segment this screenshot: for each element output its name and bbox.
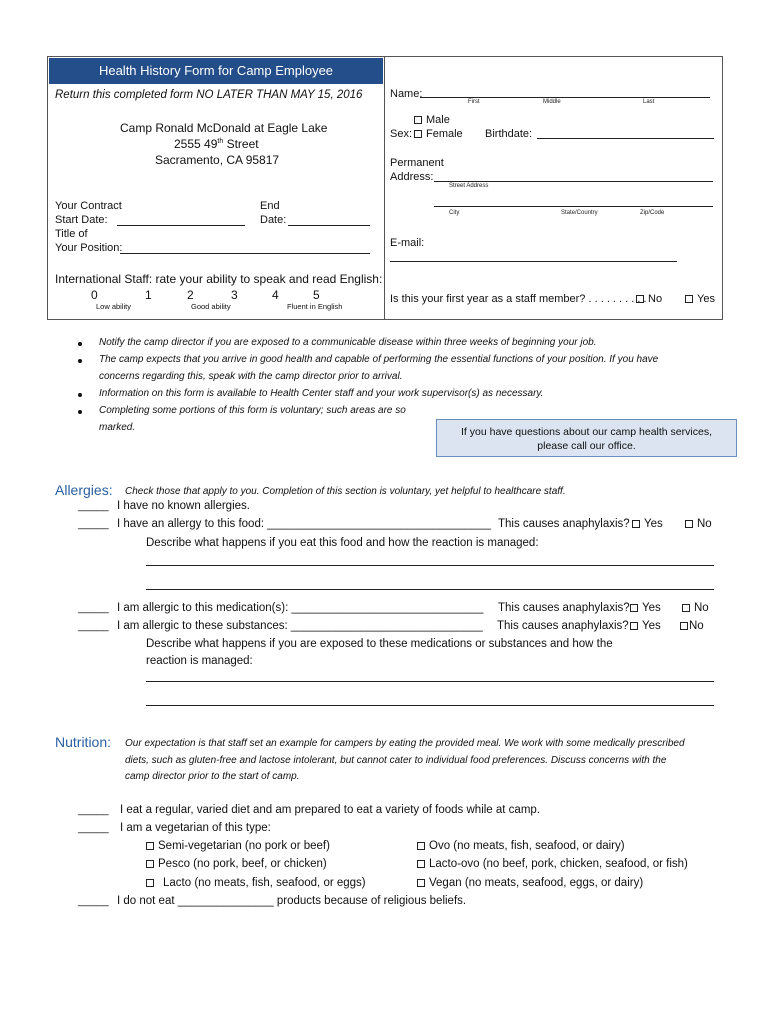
last-name-caption: Last (643, 99, 655, 105)
sex-male-option[interactable]: Male (414, 114, 450, 126)
no-allergies-text: I have no known allergies. (117, 500, 250, 512)
lacto-checkbox[interactable] (146, 879, 154, 887)
birthdate-field[interactable] (537, 138, 714, 139)
bullet (78, 410, 82, 414)
scale-0[interactable]: 0 (91, 288, 98, 302)
allergies-intro: Check those that apply to you. Completion of this section is voluntary, yet helpful to healthcare staff. (125, 486, 566, 497)
substances-text: I am allergic to these substances: ______________________________ (117, 620, 483, 632)
bullet (78, 359, 82, 363)
middle-name-caption: Middle (543, 99, 561, 105)
first-year-yes-checkbox[interactable] (685, 295, 693, 303)
med-anaphylaxis-no[interactable]: No (682, 602, 709, 614)
scale-1[interactable]: 1 (145, 288, 152, 302)
form-title: Health History Form for Camp Employee (49, 58, 383, 84)
first-year-no[interactable]: No (636, 293, 662, 305)
language-prompt: International Staff: rate your ability to speak and read English: (55, 272, 383, 286)
describe-food: Describe what happens if you eat this food and how the reaction is managed: (146, 537, 539, 549)
female-checkbox[interactable] (414, 130, 422, 138)
info-box-line-1: If you have questions about our camp health services, (461, 426, 712, 438)
scale-fluent-label: Fluent in English (287, 302, 343, 311)
permanent-label: Permanent (390, 157, 444, 169)
ovo-checkbox[interactable] (417, 842, 425, 850)
nutrition-intro-3: camp director prior to the start of camp. (125, 771, 300, 782)
no-allergies-blank[interactable]: _____ (78, 500, 109, 512)
birthdate-label: Birthdate: (485, 128, 533, 140)
semi-vegetarian-option[interactable]: Semi-vegetarian (no pork or beef) (146, 840, 330, 852)
food-allergy-text: I have an allergy to this food: ___________________________________ (117, 518, 492, 530)
start-date-field[interactable] (117, 225, 245, 226)
email-field[interactable] (390, 261, 677, 262)
med-yes-checkbox[interactable] (630, 604, 638, 612)
food-anaphylaxis-no[interactable]: No (685, 518, 712, 530)
camp-street: 2555 49th Street (174, 137, 259, 151)
scale-4[interactable]: 4 (272, 288, 279, 302)
name-label: Name: (390, 88, 423, 100)
sub-anaphylaxis-label: This causes anaphylaxis? (497, 620, 629, 632)
med-reaction-line-2[interactable] (146, 705, 714, 706)
describe-med-1: Describe what happens if you are exposed to these medications or substances and how the (146, 638, 613, 650)
city-state-zip-field[interactable] (434, 206, 713, 207)
start-date-label-2: Start Date: (55, 214, 108, 226)
name-field[interactable] (420, 97, 710, 98)
end-date-field[interactable] (288, 225, 370, 226)
camp-name: Camp Ronald McDonald at Eagle Lake (120, 121, 328, 135)
info-box-line-2: please call our office. (537, 440, 636, 452)
nutrition-heading: Nutrition: (55, 734, 112, 750)
sub-anaphylaxis-no[interactable]: No (680, 620, 704, 632)
scale-2[interactable]: 2 (187, 288, 194, 302)
sex-label: Sex: (390, 128, 413, 140)
sub-yes-checkbox[interactable] (630, 622, 638, 630)
notice-3: Information on this form is available to Health Center staff and your work supervisor(s) as necessary. (99, 388, 544, 399)
medication-blank[interactable]: _____ (78, 602, 109, 614)
address-label: Address: (390, 171, 434, 183)
sex-female-option[interactable]: Female (414, 128, 463, 140)
notice-4: Completing some portions of this form is voluntary; such areas are so (99, 405, 406, 416)
medication-text: I am allergic to this medication(s): ______________________________ (117, 602, 484, 614)
email-label: E-mail: (390, 237, 425, 249)
food-anaphylaxis-yes[interactable]: Yes (632, 518, 663, 530)
scale-3[interactable]: 3 (231, 288, 238, 302)
sub-anaphylaxis-yes[interactable]: Yes (630, 620, 661, 632)
food-yes-checkbox[interactable] (632, 520, 640, 528)
info-box (436, 419, 737, 457)
med-no-checkbox[interactable] (682, 604, 690, 612)
vegan-checkbox[interactable] (417, 879, 425, 887)
vegetarian-blank[interactable]: _____ (78, 822, 109, 834)
first-name-caption: First (468, 99, 480, 105)
food-no-checkbox[interactable] (685, 520, 693, 528)
camp-city: Sacramento, CA 95817 (155, 153, 280, 167)
header-divider (384, 56, 385, 320)
allergies-heading: Allergies: (55, 482, 113, 498)
notice-2: The camp expects that you arrive in good health and capable of performing the essential functions of your position. If you have (99, 354, 659, 365)
describe-med-2: reaction is managed: (146, 655, 253, 667)
pesco-checkbox[interactable] (146, 860, 154, 868)
position-field[interactable] (120, 253, 370, 254)
scale-low-label: Low ability (96, 302, 132, 311)
lacto-ovo-checkbox[interactable] (417, 860, 425, 868)
med-reaction-line-1[interactable] (146, 681, 714, 682)
regular-diet-text: I eat a regular, varied diet and am prepared to eat a variety of foods while at camp. (120, 804, 540, 816)
lacto-ovo-option[interactable]: Lacto-ovo (no beef, pork, chicken, seafood, or fish) (417, 858, 688, 870)
state-caption: State/Country (561, 210, 598, 216)
first-year-question: Is this your first year as a staff member? . . . . . . . . . . (390, 293, 647, 305)
bullet (78, 393, 82, 397)
zip-caption: Zip/Code (640, 210, 665, 216)
regular-diet-blank[interactable]: _____ (78, 804, 109, 816)
first-year-yes[interactable]: Yes (685, 293, 715, 305)
religious-text: I do not eat _______________ products because of religious beliefs. (117, 895, 467, 907)
start-date-label-1: Your Contract (55, 200, 122, 212)
semi-checkbox[interactable] (146, 842, 154, 850)
notice-4-cont: marked. (99, 422, 136, 433)
substances-blank[interactable]: _____ (78, 620, 109, 632)
med-anaphylaxis-yes[interactable]: Yes (630, 602, 661, 614)
position-label-1: Title of (55, 228, 88, 240)
med-anaphylaxis-label: This causes anaphylaxis? (498, 602, 630, 614)
street-address-caption: Street Address (449, 183, 489, 189)
vegan-option[interactable]: Vegan (no meats, seafood, eggs, or dairy) (417, 877, 643, 889)
food-reaction-line-1[interactable] (146, 565, 714, 566)
vegetarian-text: I am a vegetarian of this type: (120, 822, 271, 834)
food-reaction-line-2[interactable] (146, 589, 714, 590)
ovo-option[interactable]: Ovo (no meats, fish, seafood, or dairy) (417, 840, 625, 852)
notice-1: Notify the camp director if you are exposed to a communicable disease within three weeks of beginning your job. (99, 337, 597, 348)
lacto-option[interactable]: Lacto (no meats, fish, seafood, or eggs) (146, 877, 366, 889)
religious-blank[interactable]: _____ (78, 895, 109, 907)
nutrition-intro-2: diets, such as gluten-free and lactose intolerant, but cannot cater to individual food preferences. Discuss concerns with the (125, 755, 667, 766)
deadline-text: Return this completed form NO LATER THAN MAY 15, 2016 (55, 89, 363, 101)
end-date-label-1: End (260, 200, 280, 212)
first-year-no-checkbox[interactable] (636, 295, 644, 303)
scale-good-label: Good ability (191, 302, 231, 311)
bullet (78, 342, 82, 346)
male-checkbox[interactable] (414, 116, 422, 124)
city-caption: City (449, 210, 460, 216)
notice-2-cont: concerns regarding this, speak with the camp director prior to arrival. (99, 371, 403, 382)
sub-no-checkbox[interactable] (680, 622, 688, 630)
food-allergy-blank[interactable]: _____ (78, 518, 109, 530)
food-anaphylaxis-label: This causes anaphylaxis? (498, 518, 630, 530)
position-label-2: Your Position: (55, 242, 123, 254)
end-date-label-2: Date: (260, 214, 287, 226)
street-address-field[interactable] (434, 181, 713, 182)
scale-5[interactable]: 5 (313, 288, 320, 302)
nutrition-intro-1: Our expectation is that staff set an example for campers by eating the provided meal. We work with some medically prescribed (125, 738, 685, 749)
pesco-option[interactable]: Pesco (no pork, beef, or chicken) (146, 858, 327, 870)
